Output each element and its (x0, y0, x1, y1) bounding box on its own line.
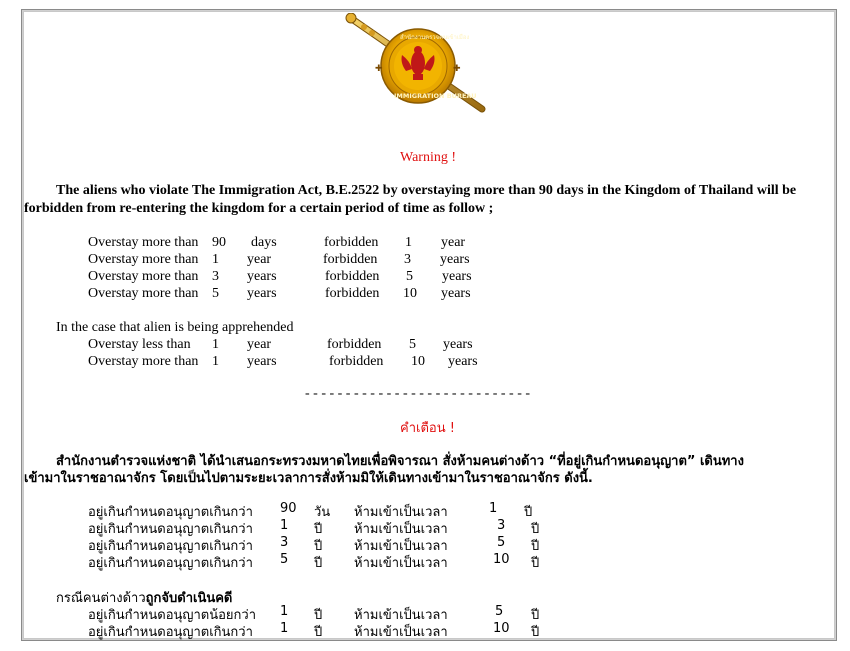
intro-en-line1: The aliens who violate The Immigration Act, B.E.2522 by overstaying more than 90 days in the Kingdom of Thailand will be (56, 183, 797, 198)
warning-title-th: คำเตือน ! (400, 421, 455, 436)
warning-title-en: Warning ! (400, 150, 457, 165)
immigration-bureau-emblem (342, 13, 492, 113)
svg-text:IMMIGRATION BUREAU: IMMIGRATION BUREAU (394, 92, 477, 100)
svg-text:✚: ✚ (375, 64, 383, 74)
apprehended-heading-th: กรณีคนต่างด้าวถูกจับดำเนินคดี (56, 591, 233, 606)
intro-en-line2: forbidden from re-entering the kingdom for a certain period of time as follow ; (24, 201, 494, 216)
section-separator: - - - - - - - - - - - - - - - - - - - - - - - - - - - - (305, 386, 531, 401)
apprehended-heading-en: In the case that alien is being apprehended (56, 320, 294, 335)
svg-text:สำนักงานตรวจคนเข้าเมือง: สำนักงานตรวจคนเข้าเมือง (400, 34, 470, 41)
intro-th-line2: เข้ามาในราชอาณาจักร โดยเป็นไปตามระยะเวลาการสั่งห้ามมิให้เดินทางเข้ามาในราชอาณาจักร ดังนี้. (24, 471, 593, 486)
intro-th-line1: สำนักงานตำรวจแห่งชาติ ได้นำเสนอกระทรวงมหาดไทยเพื่อพิจารณา สั่งห้ามคนต่างด้าว “ที่อยู่เกินกำหนดอนุญาต” เดินทาง (56, 454, 744, 469)
svg-text:✚: ✚ (453, 64, 461, 74)
